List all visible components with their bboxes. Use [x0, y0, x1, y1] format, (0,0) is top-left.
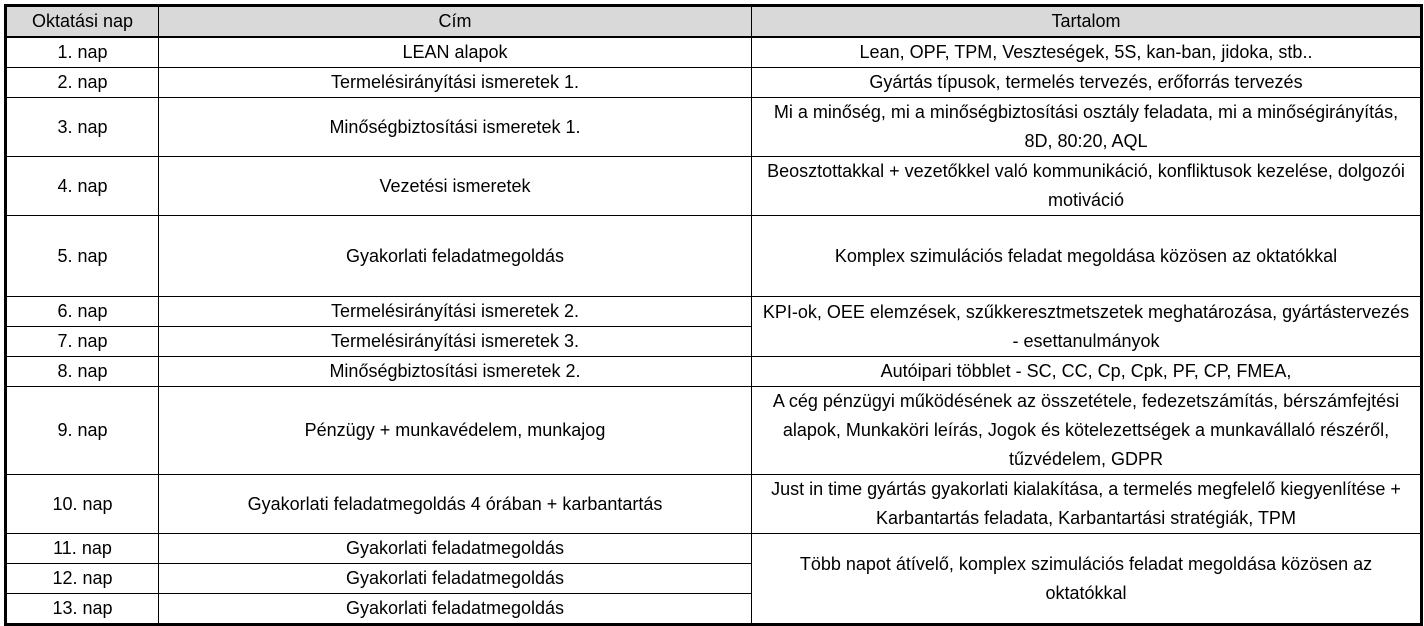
- title-cell: Gyakorlati feladatmegoldás 4 órában + karbantartás: [159, 475, 752, 534]
- title-cell: Gyakorlati feladatmegoldás: [159, 216, 752, 297]
- content-cell: Komplex szimulációs feladat megoldása közösen az oktatókkal: [752, 216, 1422, 297]
- day-cell: 11. nap: [6, 534, 159, 564]
- day-cell: 2. nap: [6, 68, 159, 98]
- title-cell: Gyakorlati feladatmegoldás: [159, 564, 752, 594]
- title-cell: Gyakorlati feladatmegoldás: [159, 534, 752, 564]
- table-row: [6, 157, 1422, 216]
- content-cell: A cég pénzügyi működésének az összetétele, fedezetszámítás, bérszámfejtési alapok, Munkaköri leírás, Jogok és kötelezettségek a munkavállaló részéről, tűzvédelem, GDPR: [752, 387, 1422, 475]
- table-row: [6, 534, 1422, 564]
- content-cell: Just in time gyártás gyakorlati kialakítása, a termelés megfelelő kiegyenlítése + Karbantartás feladata, Karbantartási stratégiák, TPM: [752, 475, 1422, 534]
- day-cell: 3. nap: [6, 98, 159, 157]
- day-cell: 13. nap: [6, 594, 159, 625]
- title-cell: Vezetési ismeretek: [159, 157, 752, 216]
- header-day: Oktatási nap: [6, 6, 159, 38]
- title-cell: Termelésirányítási ismeretek 1.: [159, 68, 752, 98]
- content-cell: KPI-ok, OEE elemzések, szűkkeresztmetszetek meghatározása, gyártástervezés - esettanulmányok: [752, 297, 1422, 357]
- table-row: [6, 475, 1422, 534]
- day-cell: 12. nap: [6, 564, 159, 594]
- content-cell: Beosztottakkal + vezetőkkel való kommunikáció, konfliktusok kezelése, dolgozói motiváció: [752, 157, 1422, 216]
- title-cell: Pénzügy + munkavédelem, munkajog: [159, 387, 752, 475]
- title-cell: Termelésirányítási ismeretek 2.: [159, 297, 752, 327]
- day-cell: 1. nap: [6, 37, 159, 68]
- content-cell: Lean, OPF, TPM, Veszteségek, 5S, kan-ban, jidoka, stb..: [752, 37, 1422, 68]
- table-row: [6, 98, 1422, 157]
- title-cell: Minőségbiztosítási ismeretek 2.: [159, 357, 752, 387]
- day-cell: 5. nap: [6, 216, 159, 297]
- training-schedule-table: [4, 4, 1423, 626]
- day-cell: 8. nap: [6, 357, 159, 387]
- header-row: [6, 6, 1422, 38]
- table-row: [6, 357, 1422, 387]
- table-row: [6, 387, 1422, 475]
- content-cell: Mi a minőség, mi a minőségbiztosítási osztály feladata, mi a minőségirányítás, 8D, 80:20, AQL: [752, 98, 1422, 157]
- day-cell: 4. nap: [6, 157, 159, 216]
- day-cell: 10. nap: [6, 475, 159, 534]
- table-row: [6, 68, 1422, 98]
- title-cell: Minőségbiztosítási ismeretek 1.: [159, 98, 752, 157]
- title-cell: LEAN alapok: [159, 37, 752, 68]
- header-content: Tartalom: [752, 6, 1422, 38]
- table-row: [6, 216, 1422, 297]
- table-row: [6, 297, 1422, 327]
- content-cell: Gyártás típusok, termelés tervezés, erőforrás tervezés: [752, 68, 1422, 98]
- content-cell: Több napot átívelő, komplex szimulációs feladat megoldása közösen az oktatókkal: [752, 534, 1422, 625]
- content-cell: Autóipari többlet - SC, CC, Cp, Cpk, PF, CP, FMEA,: [752, 357, 1422, 387]
- title-cell: Gyakorlati feladatmegoldás: [159, 594, 752, 625]
- day-cell: 6. nap: [6, 297, 159, 327]
- day-cell: 7. nap: [6, 327, 159, 357]
- title-cell: Termelésirányítási ismeretek 3.: [159, 327, 752, 357]
- table-row: [6, 37, 1422, 68]
- header-title: Cím: [159, 6, 752, 38]
- day-cell: 9. nap: [6, 387, 159, 475]
